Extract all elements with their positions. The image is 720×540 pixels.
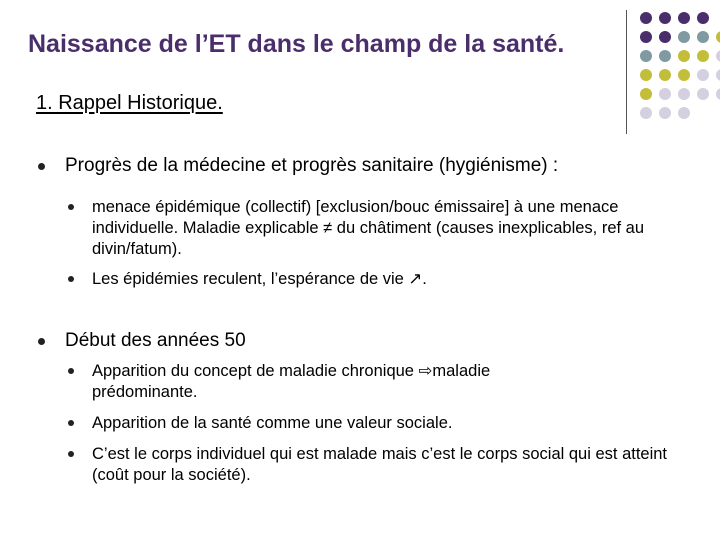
decor-dot: [697, 31, 709, 43]
section-heading: Début des années 50: [65, 330, 246, 351]
decor-dot: [640, 31, 652, 43]
decor-dot: [640, 107, 652, 119]
decor-dot: [659, 50, 671, 62]
slide-subtitle: [36, 92, 223, 115]
decor-dot: [697, 12, 709, 24]
decor-dot: [697, 88, 709, 100]
bullet-icon: [68, 368, 74, 374]
bullet-icon: [38, 163, 45, 170]
section-heading: Progrès de la médecine et progrès sanitaire (hygiénisme) :: [65, 155, 559, 176]
decor-dot: [716, 69, 720, 81]
decor-dot: [659, 69, 671, 81]
bullet-icon: [38, 338, 45, 345]
decor-dot: [716, 50, 720, 62]
decor-dot: [640, 88, 652, 100]
decor-dot: [640, 50, 652, 62]
list-item-text: Apparition du concept de maladie chronique ⇨maladie prédominante.: [92, 362, 491, 401]
slide-title: Naissance de l’ET dans le champ de la santé.: [28, 30, 565, 58]
bullet-icon: [68, 276, 74, 282]
decor-dot: [659, 31, 671, 43]
list-item-text: menace épidémique (collectif) [exclusion/bouc émissaire] à une menace individuelle. Maladie explicable ≠ du châtiment (causes inexplicables, ref au divin/fatum).: [92, 198, 645, 258]
decor-dot: [678, 88, 690, 100]
decor-dot: [716, 88, 720, 100]
decor-dot: [678, 31, 690, 43]
decor-dot: [678, 107, 690, 119]
bullet-icon: [68, 420, 74, 426]
vertical-divider: [626, 10, 627, 134]
list-item-text: Apparition de la santé comme une valeur sociale.: [92, 414, 453, 432]
decor-dot: [659, 12, 671, 24]
list-item-text: C’est le corps individuel qui est malade mais c’est le corps social qui est atteint (coût pour la société).: [92, 445, 668, 484]
decor-dot: [678, 69, 690, 81]
decor-dot: [659, 107, 671, 119]
decor-dot: [659, 88, 671, 100]
subtitle-text: 1. Rappel Historique.: [36, 92, 223, 114]
decor-dot: [640, 69, 652, 81]
decor-dot: [640, 12, 652, 24]
list-item-text: Les épidémies reculent, l’espérance de vie ↗.: [92, 270, 427, 288]
decor-dot: [678, 12, 690, 24]
decor-dot: [716, 31, 720, 43]
decor-dot: [697, 50, 709, 62]
bullet-icon: [68, 204, 74, 210]
bullet-icon: [68, 451, 74, 457]
decor-dot: [678, 50, 690, 62]
decor-dot: [697, 69, 709, 81]
